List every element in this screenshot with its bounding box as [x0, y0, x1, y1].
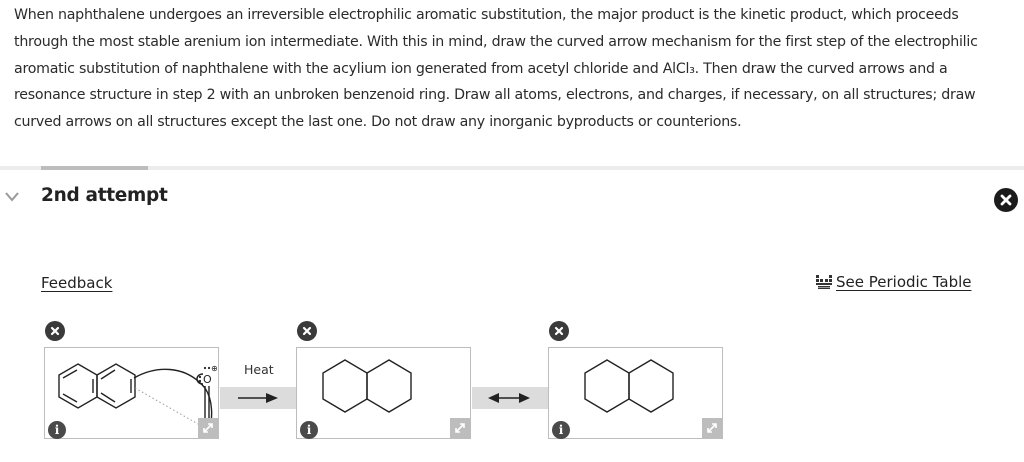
- oxygen-label: O: [203, 373, 212, 386]
- expand-icon: [706, 422, 718, 434]
- info-icon: i: [558, 423, 564, 437]
- section-divider: [0, 166, 1024, 170]
- info-step-2-button[interactable]: [300, 421, 318, 439]
- drawing-panel-step-2[interactable]: [296, 347, 471, 439]
- charge-label: ⊕: [211, 364, 218, 373]
- periodic-table-link[interactable]: [816, 273, 972, 291]
- expand-step-2-button[interactable]: [450, 418, 470, 438]
- bicyclic-skeleton-structure: [549, 348, 724, 440]
- expand-step-1-button[interactable]: [198, 418, 218, 438]
- close-attempt-button[interactable]: [994, 188, 1018, 212]
- delete-step-2-button[interactable]: [297, 321, 317, 341]
- info-icon: i: [54, 423, 60, 437]
- heat-label: Heat: [244, 362, 274, 377]
- periodic-table-icon: [816, 275, 832, 289]
- info-step-3-button[interactable]: [552, 421, 570, 439]
- question-text: When naphthalene undergoes an irreversible electrophilic aromatic substitution, the major product is the kinetic product, which proceeds through the most stable arenium ion intermediate. With this in mind, draw the curved arrow mechanism for the first step of the electrophilic aromatic substitution of naphthalene with the acylium ion generated from acetyl chloride and AlCl₃. Then draw the curved arrows and a resonance structure in step 2 with an unbroken benzenoid ring. Draw all atoms, electrons, and charges, if necessary, on all structures; draw curved arrows on all structures except the last one. Do not draw any inorganic byproducts or counterions.: [14, 7, 978, 131]
- expand-step-3-button[interactable]: [702, 418, 722, 438]
- info-step-1-button[interactable]: [48, 421, 66, 439]
- delete-step-1-button[interactable]: [45, 321, 65, 341]
- delete-icon: [302, 326, 312, 336]
- drawing-panel-step-1[interactable]: [44, 347, 219, 439]
- expand-icon: [202, 422, 214, 434]
- delete-icon: [50, 326, 60, 336]
- bicyclic-skeleton-structure: [297, 348, 472, 440]
- periodic-table-label: See Periodic Table: [836, 273, 972, 291]
- reaction-arrow-icon: [236, 390, 280, 406]
- expand-icon: [454, 422, 466, 434]
- delete-icon: [554, 326, 564, 336]
- resonance-arrow-icon: [486, 390, 532, 406]
- section-tab-indicator: [41, 166, 148, 170]
- close-icon: [1000, 194, 1012, 206]
- chevron-down-icon[interactable]: [4, 190, 20, 204]
- naphthalene-acylium-structure: [45, 348, 220, 440]
- drawing-panel-step-3[interactable]: [548, 347, 723, 439]
- delete-step-3-button[interactable]: [549, 321, 569, 341]
- feedback-link[interactable]: Feedback: [41, 274, 113, 292]
- info-icon: i: [306, 423, 312, 437]
- attempt-title: 2nd attempt: [41, 185, 168, 206]
